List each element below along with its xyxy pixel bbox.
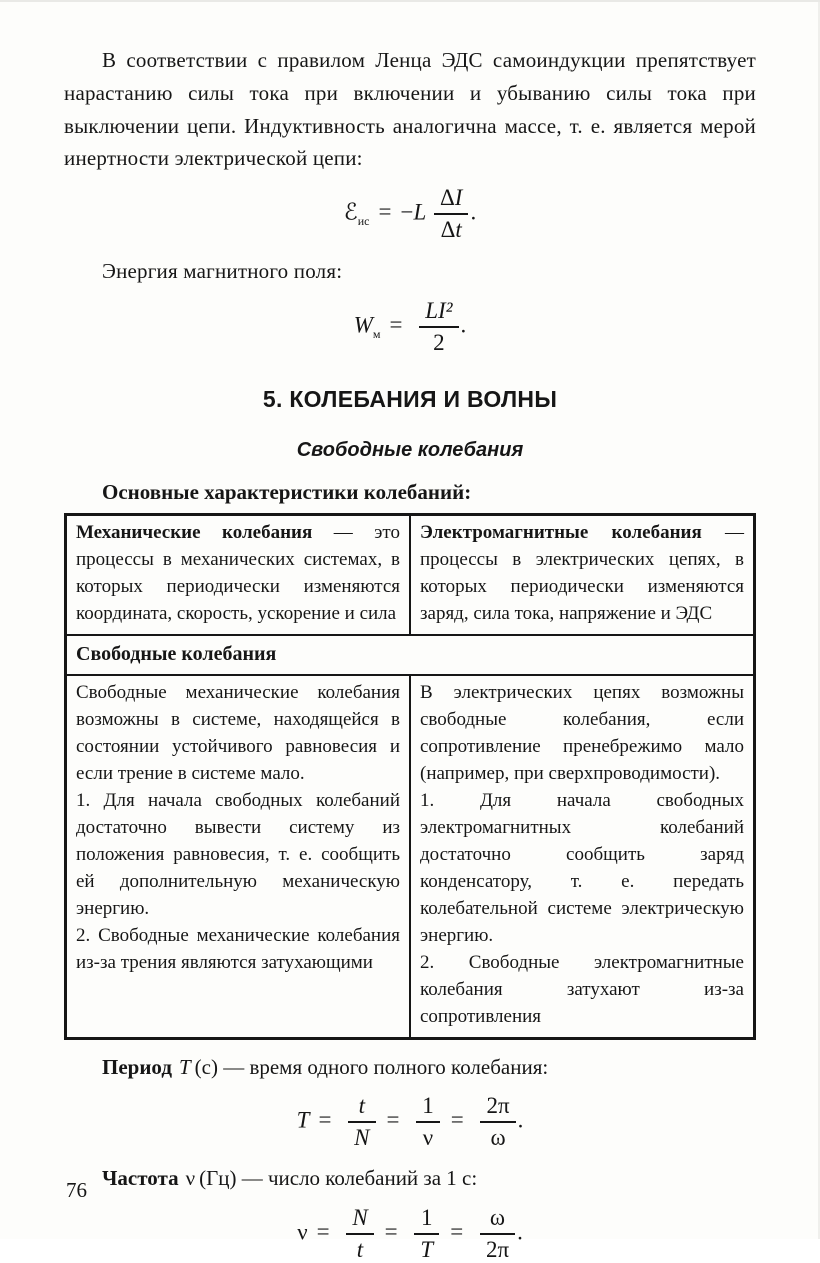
fraction-denominator: t xyxy=(356,1236,364,1262)
fraction-denominator: N xyxy=(354,1125,370,1151)
fraction-numerator: LI² xyxy=(419,298,458,328)
paragraph: В электрических цепях возможны свободные колебания, если сопротивление пренебрежимо мало (например, при сверхпроводимости). xyxy=(420,682,744,784)
formula-lhs: T xyxy=(296,1107,310,1133)
fraction xyxy=(434,185,468,243)
period-symbol: T xyxy=(178,1054,191,1079)
formula-lhs: ℰ xyxy=(343,199,358,226)
fraction-denominator xyxy=(434,215,468,243)
time-symbol: t xyxy=(455,217,462,242)
frequency-formula xyxy=(64,1205,756,1263)
fraction-numerator: 1 xyxy=(416,1093,440,1123)
fraction-numerator: ω xyxy=(480,1205,515,1235)
fraction-numerator: 1 xyxy=(414,1205,439,1235)
frequency-symbol: ν xyxy=(185,1166,196,1191)
current-symbol: I xyxy=(454,185,463,210)
cell-mechanical-definition xyxy=(66,514,411,634)
fraction-numerator: 2π xyxy=(480,1093,515,1123)
period-definition-text: (с) — время одного полного колебания: xyxy=(194,1054,549,1079)
fraction-denominator: 2 xyxy=(433,329,445,355)
period-mark: . xyxy=(470,199,477,225)
paragraph: 1. Для начала свободных электромагнитных колебаний достаточно сообщить заряд конденсатору, т. е. передать колебательной системе электрическую энергию. xyxy=(420,789,744,946)
term-mechanical: Механические колебания xyxy=(76,521,313,543)
fraction-denominator: ν xyxy=(422,1125,434,1151)
fraction-denominator: T xyxy=(420,1236,434,1262)
fraction-numerator xyxy=(434,185,468,215)
fraction-numerator: N xyxy=(346,1205,373,1235)
equals-sign: = xyxy=(386,1107,400,1133)
period-mark: . xyxy=(517,1107,524,1133)
delta-symbol: Δ xyxy=(440,217,456,242)
self-induction-emf-formula xyxy=(64,185,756,243)
inductance-symbol: L xyxy=(413,199,427,225)
cell-electromagnetic-free xyxy=(410,675,755,1038)
fraction xyxy=(414,1205,439,1263)
paragraph: 2. Свободные механические колебания из-за трения являются затухающими xyxy=(76,924,400,973)
fraction xyxy=(480,1093,515,1151)
table-lead-in: Основные характеристики колебаний: xyxy=(102,479,472,504)
frequency-definition-line xyxy=(64,1163,756,1195)
fraction xyxy=(346,1205,373,1263)
formula-subscript: м xyxy=(372,326,381,341)
formula-subscript: ис xyxy=(357,213,370,228)
period-mark: . xyxy=(460,312,467,338)
fraction-numerator: t xyxy=(348,1093,375,1123)
frequency-term: Частота xyxy=(102,1166,179,1191)
fraction-denominator: 2π xyxy=(485,1236,510,1262)
fraction-denominator: ω xyxy=(490,1125,506,1151)
formula-lhs: W xyxy=(353,312,373,338)
equals-sign: = xyxy=(318,1107,332,1133)
term-electromagnetic: Электромагнитные колебания xyxy=(420,521,702,543)
fraction xyxy=(480,1205,515,1263)
table-row-span-header xyxy=(66,635,755,675)
equals-sign: = xyxy=(378,199,392,225)
equals-sign: = xyxy=(450,1218,464,1244)
table-row-free-oscillations xyxy=(66,675,755,1038)
fraction xyxy=(348,1093,375,1151)
section-subtitle: Свободные колебания xyxy=(296,438,524,461)
span-header-free-oscillations: Свободные колебания xyxy=(66,635,755,675)
intro-paragraph: В соответствии с правилом Ленца ЭДС самоиндукции препятствует нарастанию силы тока при включении и убыванию силы тока при выключении цепи. Индуктивность аналогична массе, т. е. является мерой инертности электрической цепи: xyxy=(64,48,756,171)
fraction xyxy=(416,1093,440,1151)
period-formula xyxy=(64,1093,756,1151)
definition-text: — это процессы в механических системах, в которых периодически изменяются координата, скорость, ускорение и сила xyxy=(76,521,400,624)
formula-lhs: ν xyxy=(297,1218,308,1244)
period-term: Период xyxy=(102,1054,172,1079)
delta-symbol: Δ xyxy=(439,185,455,210)
paragraph: 2. Свободные электромагнитные колебания затухают из-за сопротивления xyxy=(420,951,744,1027)
fraction xyxy=(419,298,458,356)
page-number: 76 xyxy=(66,1178,87,1202)
equals-sign: = xyxy=(389,312,403,338)
equals-sign: = xyxy=(450,1107,464,1133)
equals-sign: = xyxy=(384,1218,398,1244)
period-mark: . xyxy=(517,1218,523,1244)
chapter-title: 5. КОЛЕБАНИЯ И ВОЛНЫ xyxy=(262,385,558,412)
period-definition-line xyxy=(64,1052,756,1084)
paragraph: Свободные механические колебания возможны в системе, находящейся в состоянии устойчивого равновесия и если трение в системе мало. xyxy=(76,682,400,784)
paragraph: 1. Для начала свободных колебаний достаточно вывести систему из положения равновесия, т. е. сообщить ей дополнительную механическую энергию. xyxy=(76,789,400,919)
magnetic-energy-label: Энергия магнитного поля: xyxy=(102,259,343,283)
definition-text: — процессы в электрических цепях, в которых периодически изменяются заряд, сила тока, напряжение и ЭДС xyxy=(420,521,745,624)
frequency-definition-text: (Гц) — число колебаний за 1 с: xyxy=(199,1166,478,1191)
equals-sign: = xyxy=(316,1218,330,1244)
oscillations-comparison-table xyxy=(64,513,756,1040)
magnetic-energy-formula xyxy=(64,298,756,356)
cell-mechanical-free xyxy=(66,675,411,1038)
table-row-definitions xyxy=(66,514,755,634)
cell-electromagnetic-definition xyxy=(410,514,755,634)
minus-sign: − xyxy=(400,199,414,225)
